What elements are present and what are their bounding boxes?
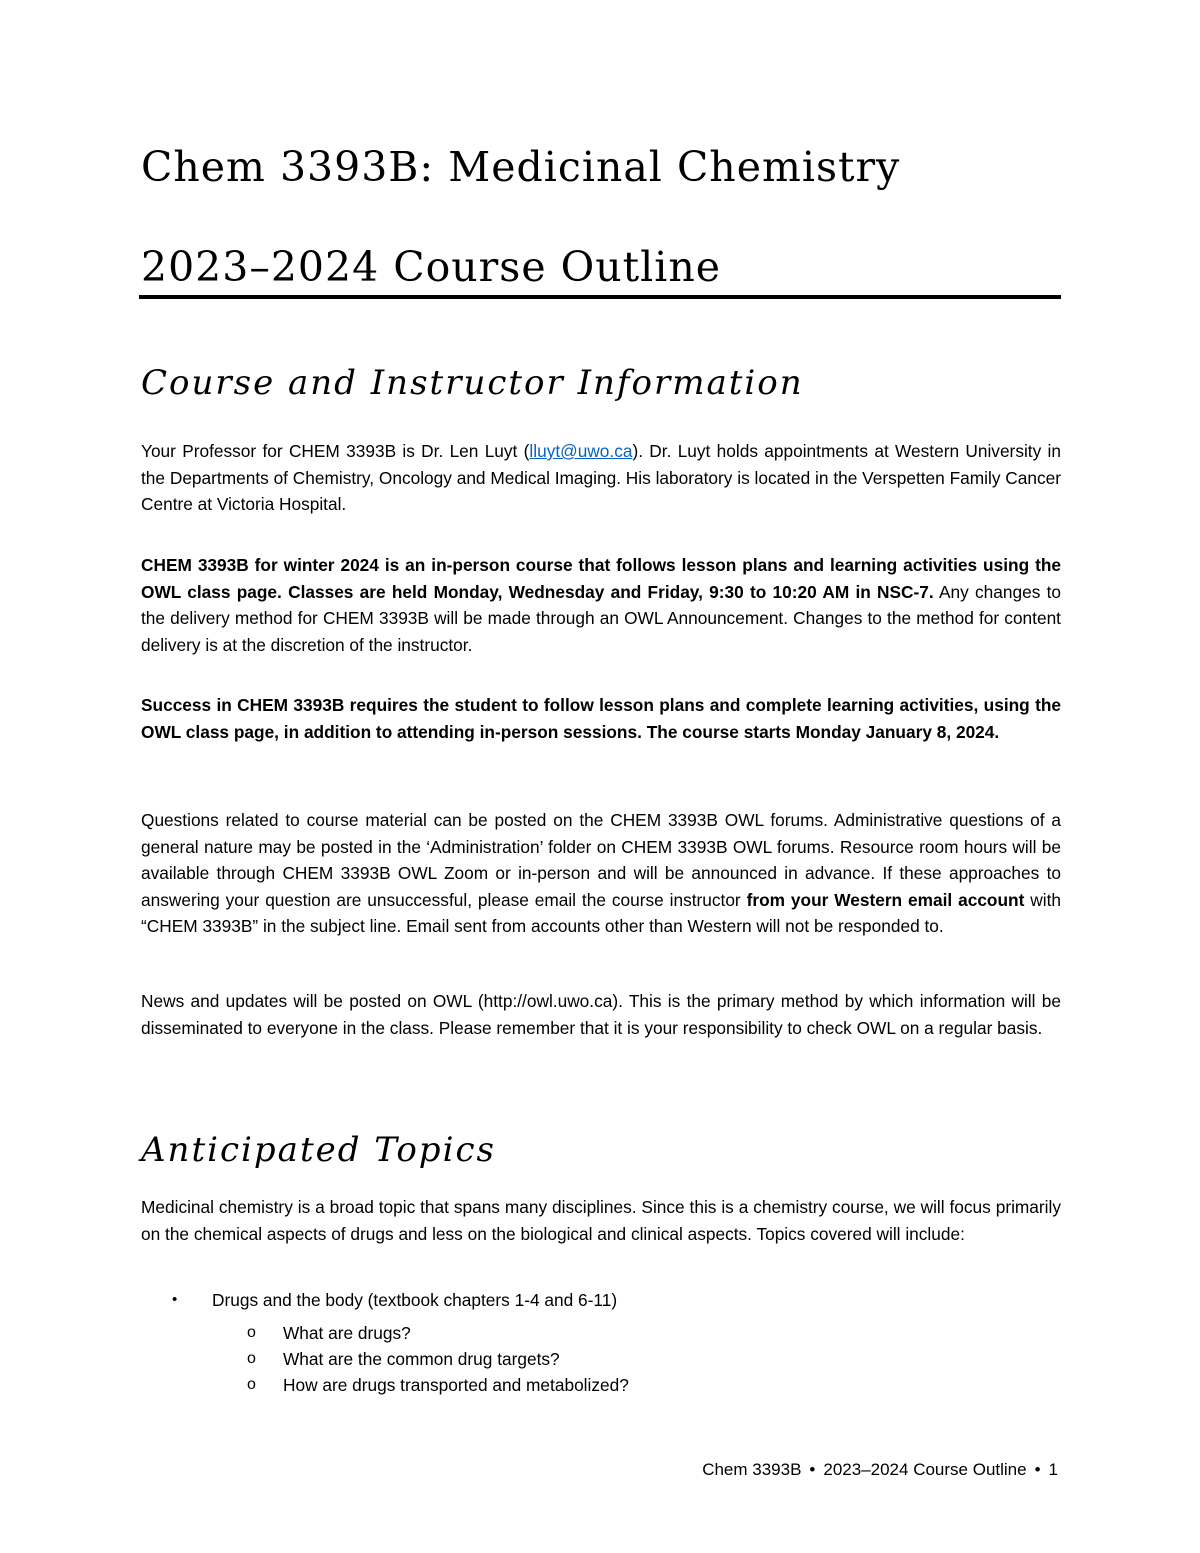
paragraph-delivery <box>141 552 1061 658</box>
list-item-sub: What are the common drug targets? <box>283 1349 560 1369</box>
page-footer <box>702 1460 1058 1480</box>
paragraph-questions <box>141 807 1061 940</box>
footer-page-number: 1 <box>1048 1460 1058 1479</box>
footer-doc-title: 2023–2024 Course Outline <box>823 1460 1027 1479</box>
footer-separator: • <box>809 1460 816 1479</box>
sub-bullet-icon: o <box>247 1350 256 1367</box>
footer-course: Chem 3393B <box>702 1460 802 1479</box>
instructor-email-link[interactable]: lluyt@uwo.ca <box>529 441 633 461</box>
list-item-sub: How are drugs transported and metabolized? <box>283 1375 629 1395</box>
document-title: Chem 3393B: Medicinal Chemistry <box>141 143 901 191</box>
paragraph-delivery-text: Any changes to the delivery method for CHEM 3393B will be made through an OWL Announcement. Changes to the method for content delivery is at the discretion of the instructor. <box>141 581 1061 655</box>
list-item-main: Drugs and the body (textbook chapters 1-4 and 6-11) <box>212 1290 618 1310</box>
section-heading-course-info: Course and Instructor Information <box>141 363 804 403</box>
bullet-icon: • <box>172 1291 178 1308</box>
paragraph-professor-text-b: ). Dr. Luyt holds appointments at Western University in the Departments of Chemistry, Oncology and Medical Imaging. His laboratory is located in the Verspetten Family Cancer Centre at Victoria Hospital. <box>141 441 1061 515</box>
paragraph-success <box>141 692 1061 745</box>
paragraph-questions-bold: from your Western email account <box>746 889 1025 910</box>
section-heading-topics: Anticipated Topics <box>141 1130 496 1170</box>
paragraph-news: News and updates will be posted on OWL (http://owl.uwo.ca). This is the primary method by which information will be disseminated to everyone in the class. Please remember that it is your responsibility to check OWL on a regular basis. <box>141 991 1061 1038</box>
paragraph-professor <box>141 438 1061 518</box>
paragraph-professor-text-a: Your Professor for CHEM 3393B is Dr. Len Luyt ( <box>141 441 530 461</box>
paragraph-delivery-bold: CHEM 3393B for winter 2024 is an in-person course that follows lesson plans and learning activities using the OWL class page. Classes are held Monday, Wednesday and Friday, 9:30 to 10:20 AM in NSC-7. <box>141 555 1061 602</box>
document-subtitle: 2023–2024 Course Outline <box>141 243 722 291</box>
sub-bullet-icon: o <box>247 1324 256 1341</box>
list-item-sub: What are drugs? <box>283 1323 411 1343</box>
paragraph-questions-text-b: with “CHEM 3393B” in the subject line. Email sent from accounts other than Western will not be responded to. <box>141 889 1061 937</box>
paragraph-success-bold: Success in CHEM 3393B requires the student to follow lesson plans and complete learning activities, using the OWL class page, in addition to attending in-person sessions. The course starts Monday January 8, 2024. <box>141 695 1061 742</box>
sub-bullet-icon: o <box>247 1376 256 1393</box>
footer-separator: • <box>1034 1460 1041 1479</box>
paragraph-questions-text-a: Questions related to course material can be posted on the CHEM 3393B OWL forums. Administrative questions of a general nature may be posted in the ‘Administration’ folder on CHEM 3393B OWL forums. Resource room hours will be available through CHEM 3393B OWL Zoom or in-person and will be announced in advance. If these approaches to answering your question are unsuccessful, please email the course instructor <box>141 810 1061 910</box>
title-divider <box>139 295 1061 299</box>
paragraph-topics-intro: Medicinal chemistry is a broad topic that spans many disciplines. Since this is a chemistry course, we will focus primarily on the chemical aspects of drugs and less on the biological and clinical aspects. Topics covered will include: <box>141 1197 1061 1244</box>
